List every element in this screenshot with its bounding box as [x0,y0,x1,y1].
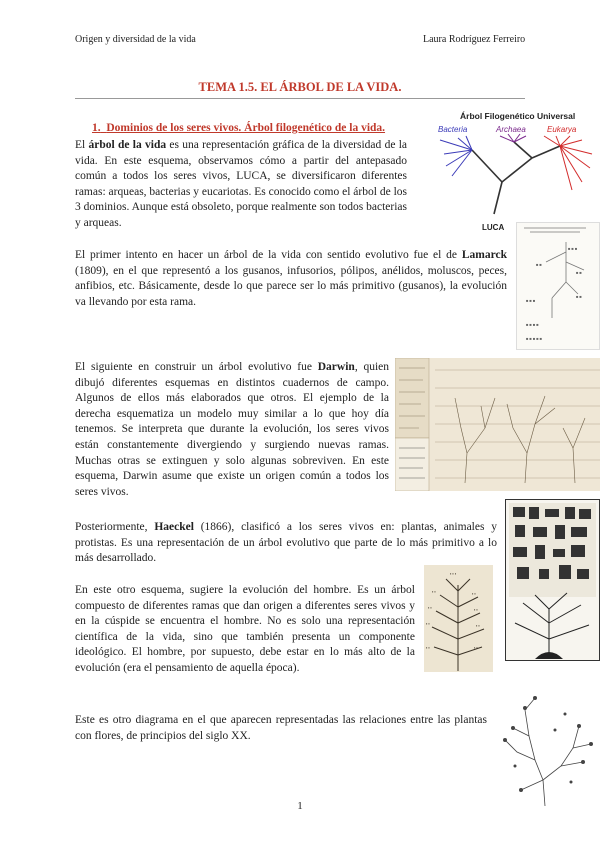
header-left: Origen y diversidad de la vida [75,34,196,45]
title-divider [75,98,525,99]
term-haeckel: Haeckel [154,521,194,533]
header-right: Laura Rodríguez Ferreiro [423,34,526,45]
svg-text:■ ■ ■: ■ ■ ■ [526,298,536,303]
fig1-label-eukarya: Eukarya [547,125,577,134]
fig1-tree-trunk [472,142,560,214]
svg-text:▪ ▪ ▪: ▪ ▪ ▪ [450,571,457,576]
svg-text:■ ■: ■ ■ [576,270,582,275]
svg-text:▪ ▪: ▪ ▪ [428,605,432,610]
svg-text:■ ■: ■ ■ [536,262,542,267]
svg-text:▪ ▪: ▪ ▪ [432,589,436,594]
paragraph-lamarck: El primer intento en hacer un árbol de la vida con sentido evolutivo fue el de Lamarck (1809), en el que representó a los gusanos, infusorios, pólipos, anélidos, moluscos, peces, anfibios, etc. Básicamente, desde lo que parece ser lo más primitivo (gusanos), la evolución va llevando por esta rama. [75,249,507,308]
svg-text:■ ■ ■ ■ ■: ■ ■ ■ ■ ■ [526,336,543,341]
fig1-label-bacteria: Bacteria [438,125,468,134]
svg-text:▪ ▪: ▪ ▪ [474,607,478,612]
fig1-label-luca: LUCA [482,223,505,232]
paragraph-tree-of-life: El árbol de la vida es una representación gráfica de la diversidad de la vida. En este esquema, observamos cómo a partir del antepasado común a todos los seres vivos, LUCA, se diversificaron diferentes ramas: arqueas, bacterias y eucariotas. Es conocido como el árbol de los 3 dominios. Aunque está obsoleto, porque realmente son todos bacterias y arqueas. [75,139,408,229]
flowering-plants-diagram-figure [495,690,600,808]
svg-text:▪ ▪: ▪ ▪ [476,623,480,628]
term-tree-of-life: árbol de la vida [88,139,167,151]
haeckel-tree-figure [505,499,600,661]
term-lamarck: Lamarck [461,249,507,261]
svg-text:▪ ▪: ▪ ▪ [472,591,476,596]
lamarck-tree-figure [516,222,600,350]
universal-phylogenetic-tree-figure [432,110,600,236]
fig1-bacteria-branches [440,136,472,176]
human-evolution-tree-figure [424,565,493,672]
svg-text:■ ■ ■ ■: ■ ■ ■ ■ [526,322,539,327]
section-heading [92,122,385,134]
fig1-title: Árbol Filogenético Universal [460,111,576,121]
fig1-archaea-branches [500,134,526,142]
paragraph-haeckel: Posteriormente, Haeckel (1866), clasificó a los seres vivos en: plantas, animales y protistas. Es una representación de un árbol evolutivo que parte de lo más primitivo a lo más desarrollado. [75,521,498,565]
svg-text:■ ■ ■: ■ ■ ■ [568,246,578,251]
darwin-notebook-figure [395,358,600,491]
fig1-label-archaea: Archaea [496,125,526,134]
svg-text:▪ ▪: ▪ ▪ [474,645,478,650]
svg-text:■ ■: ■ ■ [576,294,582,299]
paragraph-human-evolution: En este otro esquema, sugiere la evolución del hombre. Es un árbol compuesto de diferentes ramas que dan origen a diferentes seres vivos y en la cúspide se encuentra el hombre. No es solo una representación científica de la vida, sino que también presenta un componente ideológico. El hombre, por supuesto, debe estar en lo más alto de la evolución (era el pensamiento de aquella época). [75,584,415,674]
page-number: 1 [297,800,303,812]
page-title: TEMA 1.5. EL ÁRBOL DE LA VIDA. [198,80,402,94]
paragraph-flowering-plants: Este es otro diagrama en el que aparecen representadas las relaciones entre las plantas con flores, de principios del siglo XX. [75,714,487,742]
section-title: Dominios de los seres vivos. Árbol filogenético de la vida. [106,122,386,134]
term-darwin: Darwin [317,361,355,373]
paragraph-darwin: El siguiente en construir un árbol evolutivo fue Darwin, quien dibujó diferentes esquemas en distintos cuadernos de campo. Algunos de ellos más elaborados que otros. El ejemplo de la derecha esquematiza un modelo muy similar a lo que hoy día tenemos. Se interpreta que durante la evolución, los seres vivos están constantemente divergiendo y surgiendo nuevas ramas. Muchas otras se extinguen y solo algunas sobreviven. En este esquema, Darwin asume que existe un origen común a todos los seres vivos. [75,361,389,498]
section-number: 1. [92,122,101,134]
fig1-eukarya-branches [544,136,592,190]
svg-text:▪ ▪: ▪ ▪ [426,645,430,650]
svg-text:▪ ▪: ▪ ▪ [426,621,430,626]
